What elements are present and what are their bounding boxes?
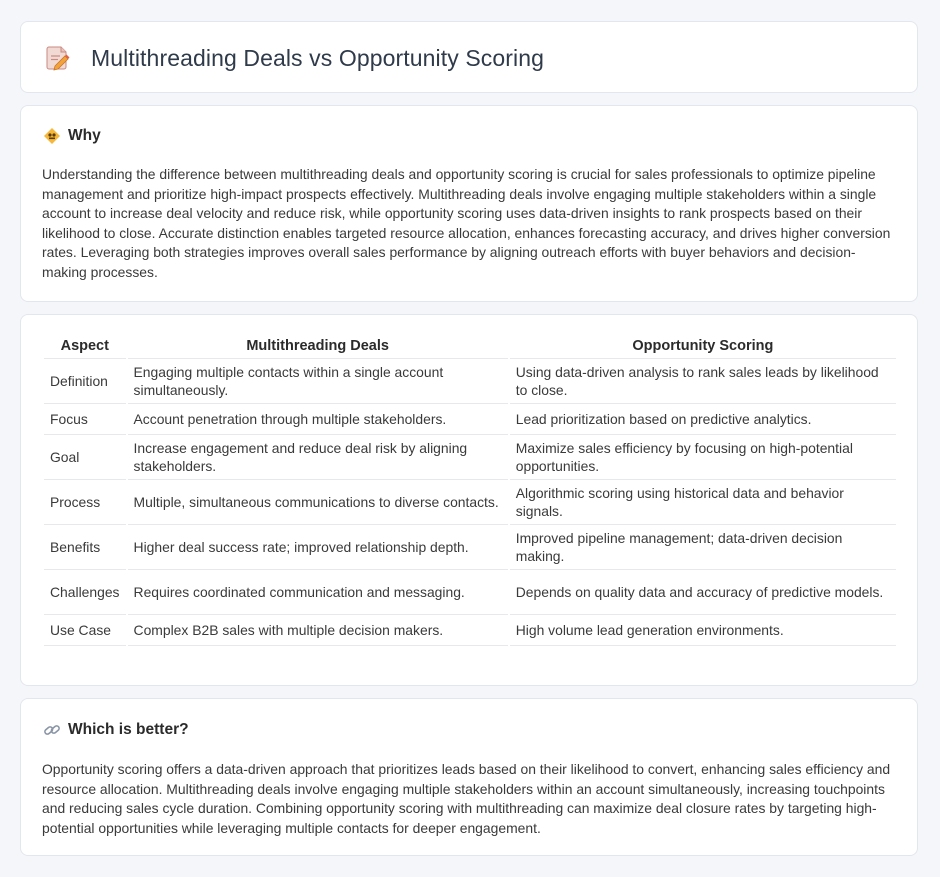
cell-aspect: Use Case — [44, 615, 126, 646]
link-icon — [43, 721, 61, 739]
lightbulb-icon — [43, 127, 61, 145]
table-row — [44, 480, 896, 525]
cell-multithreading: Complex B2B sales with multiple decision makers. — [128, 615, 508, 646]
why-section — [20, 105, 918, 302]
which-better-section — [20, 698, 918, 856]
cell-opportunity: Depends on quality data and accuracy of predictive models. — [510, 570, 896, 615]
header-aspect: Aspect — [44, 334, 126, 359]
cell-aspect: Goal — [44, 435, 126, 480]
header-card — [20, 21, 918, 93]
page-title: Multithreading Deals vs Opportunity Scoring — [91, 44, 545, 71]
cell-multithreading: Multiple, simultaneous communications to diverse contacts. — [128, 480, 508, 525]
better-heading-row — [43, 721, 189, 739]
table-row — [44, 435, 896, 480]
cell-multithreading: Higher deal success rate; improved relationship depth. — [128, 525, 508, 570]
cell-aspect: Focus — [44, 404, 126, 435]
better-text: Opportunity scoring offers a data-driven approach that prioritizes leads based on their likelihood to convert, enhancing sales efficiency and resource allocation. Multithreading deals involve engaging multiple stakeholders within an account simultaneously, increasing touchpoints and reducing sales cycle duration. Combining opportunity scoring with multithreading can maximize deal closure rates by targeting high-potential opportunities while leveraging multiple contacts for deeper engagement. — [42, 761, 891, 836]
cell-opportunity: High volume lead generation environments. — [510, 615, 896, 646]
header-opportunity-scoring: Opportunity Scoring — [510, 334, 896, 359]
table-row — [44, 359, 896, 404]
title-row — [45, 44, 544, 72]
table-row — [44, 570, 896, 615]
cell-opportunity: Using data-driven analysis to rank sales leads by likelihood to close. — [510, 359, 896, 404]
cell-aspect: Definition — [44, 359, 126, 404]
table-row — [44, 404, 896, 435]
cell-opportunity: Lead prioritization based on predictive analytics. — [510, 404, 896, 435]
comparison-table — [42, 334, 898, 646]
document-pencil-icon — [45, 44, 71, 72]
cell-opportunity: Algorithmic scoring using historical data and behavior signals. — [510, 480, 896, 525]
table-row — [44, 615, 896, 646]
cell-multithreading: Increase engagement and reduce deal risk by aligning stakeholders. — [128, 435, 508, 480]
cell-multithreading: Requires coordinated communication and messaging. — [128, 570, 508, 615]
cell-multithreading: Engaging multiple contacts within a single account simultaneously. — [128, 359, 508, 404]
cell-aspect: Process — [44, 480, 126, 525]
table-row — [44, 525, 896, 570]
cell-opportunity: Improved pipeline management; data-driven decision making. — [510, 525, 896, 570]
comparison-section — [20, 314, 918, 686]
better-heading: Which is better? — [68, 721, 189, 738]
why-heading: Why — [68, 127, 101, 144]
cell-aspect: Benefits — [44, 525, 126, 570]
cell-opportunity: Maximize sales efficiency by focusing on high-potential opportunities. — [510, 435, 896, 480]
cell-aspect: Challenges — [44, 570, 126, 615]
why-text: Understanding the difference between multithreading deals and opportunity scoring is crucial for sales professionals to optimize pipeline management and prioritize high-impact prospects effectively. Multithreading deals involve engaging multiple stakeholders within a single account to increase deal velocity and reduce risk, while opportunity scoring uses data-driven insights to rank prospects based on their likelihood to close. Accurate distinction enables targeted resource allocation, enhances forecasting accuracy, and drives higher conversion rates. Leveraging both strategies improves overall sales performance by aligning outreach efforts with buyer behaviors and decision-making processes. — [42, 166, 891, 280]
cell-multithreading: Account penetration through multiple stakeholders. — [128, 404, 508, 435]
header-multithreading: Multithreading Deals — [128, 334, 508, 359]
why-heading-row — [43, 127, 101, 145]
table-header-row — [44, 334, 896, 359]
